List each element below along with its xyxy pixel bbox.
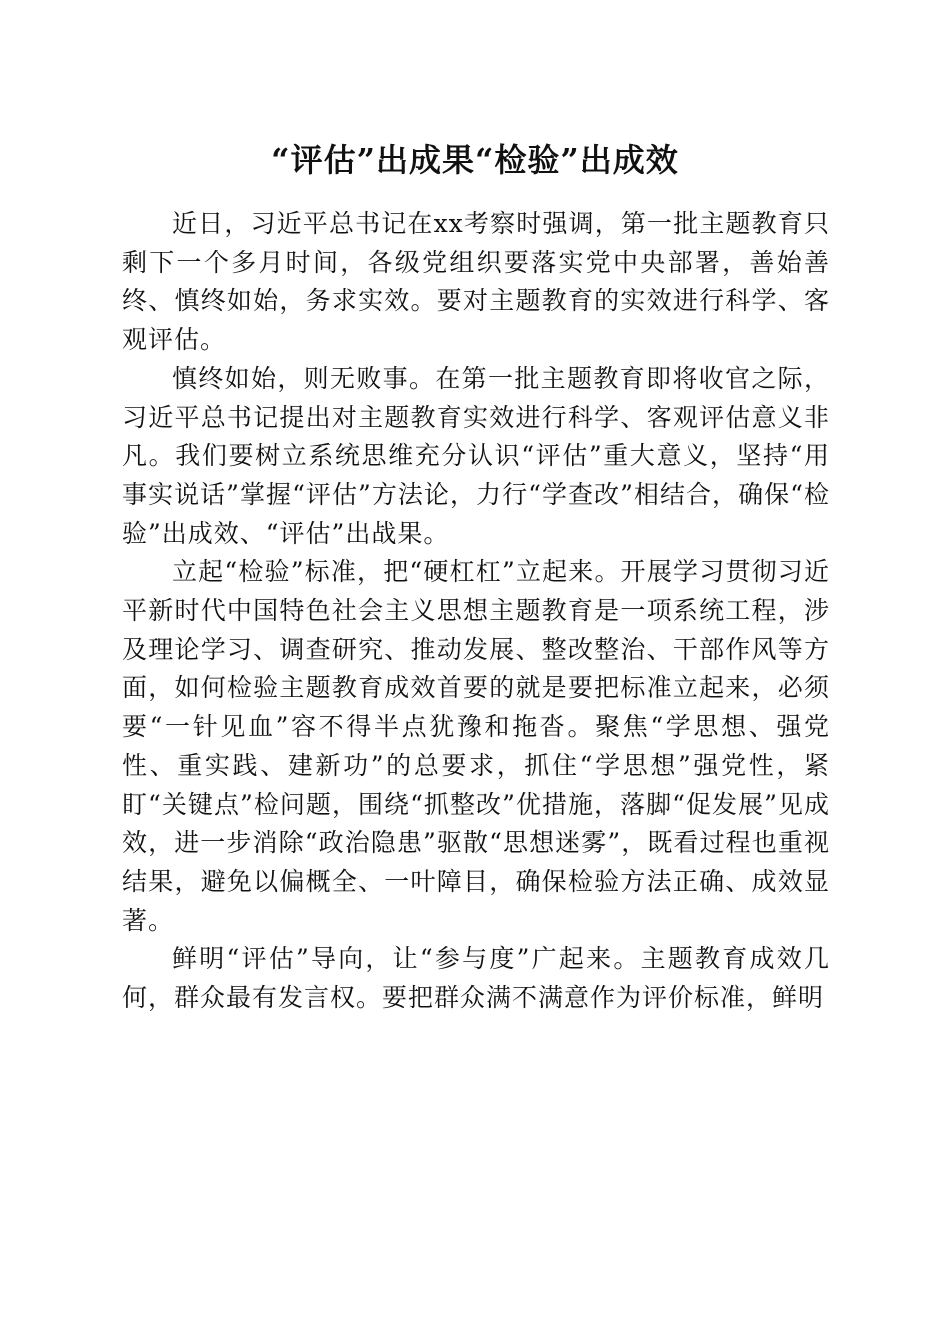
paragraph-4: 鲜明“评估”导向，让“参与度”广起来。主题教育成效几何，群众最有发言权。要把群众满不满意作为评价标准，鲜明 — [122, 944, 830, 1013]
paragraph-1: 近日，习近平总书记在xx考察时强调，第一批主题教育只剩下一个多月时间，各级党组织要落实党中央部署，善始善终、慎终如始，务求实效。要对主题教育的实效进行科学、客观评估。 — [122, 209, 830, 355]
paragraph-2: 慎终如始，则无败事。在第一批主题教育即将收官之际，习近平总书记提出对主题教育实效进行科学、客观评估意义非凡。我们要树立系统思维充分认识“评估”重大意义，坚持“用事实说话”掌握“评估”方法论，力行“学查改”相结合，确保“检验”出成效、“评估”出战果。 — [122, 363, 830, 548]
document-title: “评估”出成果“检验”出成效 — [271, 141, 679, 179]
document-body — [122, 205, 830, 1018]
paragraph-3: 立起“检验”标准，把“硬杠杠”立起来。开展学习贯彻习近平新时代中国特色社会主义思想主题教育是一项系统工程，涉及理论学习、调查研究、推动发展、整改整治、干部作风等方面，如何检验主题教育成效首要的就是要把标准立起来，必须要“一针见血”容不得半点犹豫和拖沓。聚焦“学思想、强党性、重实践、建新功”的总要求，抓住“学思想”强党性，紧盯“关键点”检问题，围绕“抓整改”优措施，落脚“促发展”见成效，进一步消除“政治隐患”驱散“思想迷雾”，既看过程也重视结果，避免以偏概全、一叶障目，确保检验方法正确、成效显著。 — [122, 557, 830, 935]
